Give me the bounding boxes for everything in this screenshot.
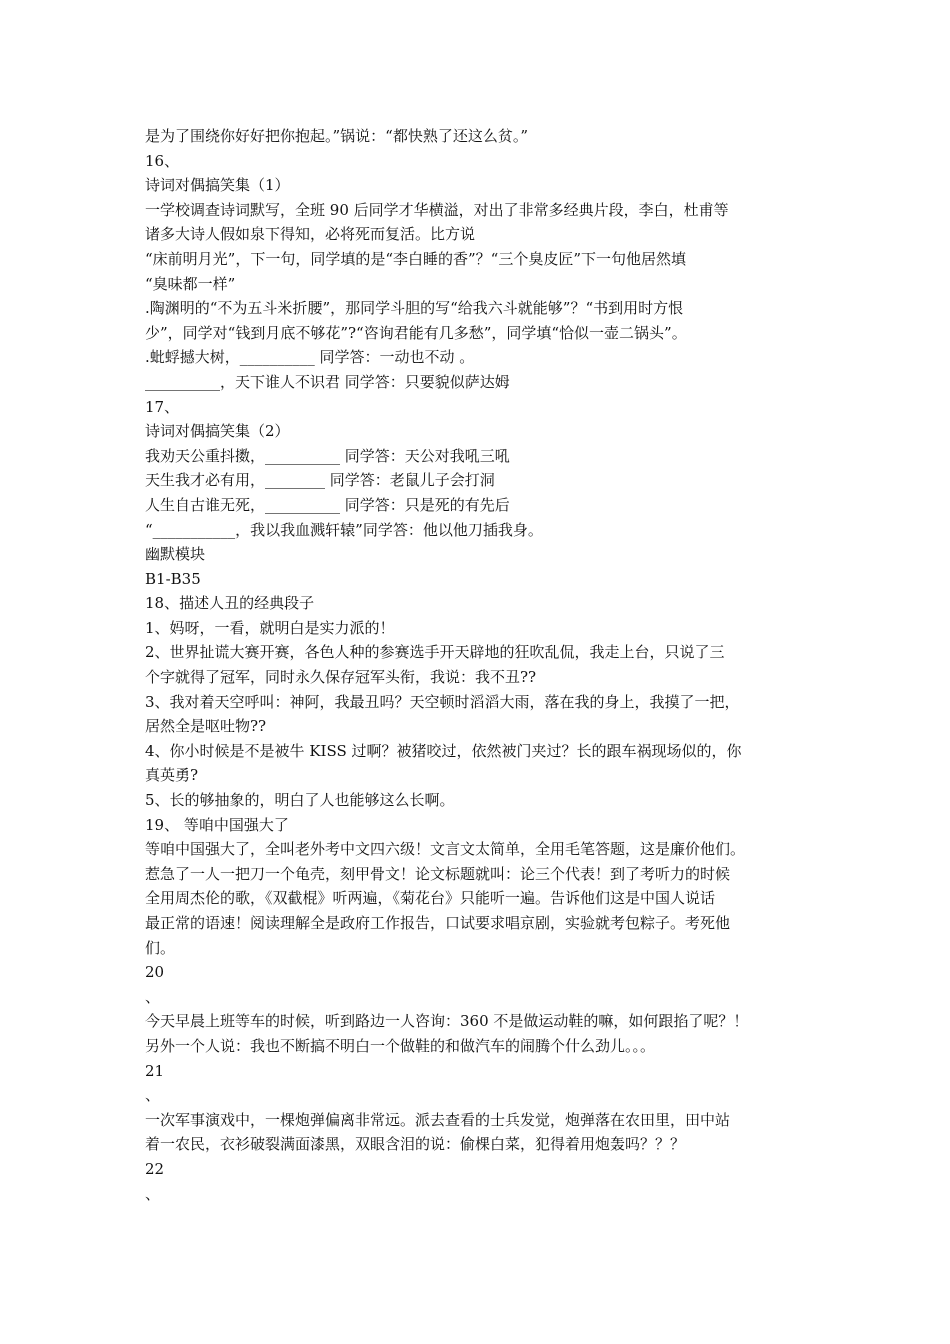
text-line: 真英勇?	[145, 766, 199, 785]
text-line: 一学校调查诗词默写，全班 90 后同学才华横溢，对出了非常多经典片段，李白，杜甫等	[145, 200, 729, 219]
text-line: 惹急了一人一把刀一个龟壳，刻甲骨文！论文标题就叫：论三个代表！到了考听力的时候	[145, 864, 731, 883]
text-line: 天生我才必有用，________ 同学答：老鼠儿子会打洞	[145, 471, 495, 490]
section-number: 21	[145, 1061, 165, 1080]
text-line: 另外一个人说：我也不断搞不明白一个做鞋的和做汽车的闹腾个什么劲儿。。。	[145, 1036, 656, 1055]
list-item: 5、长的够抽象的，明白了人也能够这么长啊。	[145, 791, 455, 810]
list-item: 1、妈呀，一看，就明白是实力派的！	[145, 618, 395, 637]
text-line: 们。	[145, 938, 176, 957]
section-title: 19、 等咱中国强大了	[145, 815, 289, 834]
text-line: 少”，同学对“钱到月底不够花”?“咨询君能有几多愁”，同学填“恰似一壶二锅头”。	[145, 323, 687, 342]
text-line: 我劝天公重抖擞，__________ 同学答：天公对我吼三吼	[145, 446, 510, 465]
list-item: 4、你小时候是不是被牛 KISS 过啊？被猪咬过，依然被门夹过？长的跟车祸现场似的，你	[145, 741, 742, 760]
text-line: 诸多大诗人假如泉下得知，必将死而复活。比方说	[145, 225, 476, 244]
text-line: 个字就得了冠军，同时永久保存冠军头衔，我说：我不丑??	[145, 668, 537, 687]
section-number: 16、	[145, 151, 180, 170]
text-line: “床前明月光”，下一句，同学填的是“李白睡的香”？“三个臭皮匠”下一句他居然填	[145, 249, 687, 268]
text-line: .陶渊明的“不为五斗米折腰”，那同学斗胆的写“给我六斗就能够”？“书到用时方恨	[145, 299, 684, 318]
text-line: 居然全是呕吐物??	[145, 717, 267, 736]
text-line: 今天早晨上班等车的时候，听到路边一人咨询：360 不是做运动鞋的嘛，如何跟掐了呢？！	[145, 1012, 749, 1031]
text-line: 等咱中国强大了，全叫老外考中文四六级！文言文太简单，全用毛笔答题，这是廉价他们。	[145, 840, 746, 859]
section-number: 22	[145, 1159, 165, 1178]
section-number: 、	[145, 1086, 161, 1105]
text-line: “___________，我以我血溅轩辕”同学答：他以他刀插我身。	[145, 520, 543, 539]
text-line: 最正常的语速！阅读理解全是政府工作报告，口试要求唱京剧，实验就考包粽子。考死他	[145, 914, 731, 932]
section-number: 、	[145, 1184, 161, 1203]
section-number: 17、	[145, 397, 180, 416]
text-line: 一次军事演戏中，一棵炮弹偏离非常远。派去查看的士兵发觉，炮弹落在农田里，田中站	[145, 1110, 731, 1129]
list-item: 3、我对着天空呼叫：神阿，我最丑吗？天空顿时滔滔大雨，落在我的身上，我摸了一把，	[145, 692, 740, 711]
text-line: 着一农民，衣衫破裂满面漆黑，双眼含泪的说：偷棵白菜，犯得着用炮轰吗？？？	[145, 1135, 686, 1154]
module-title: 幽默模块	[145, 545, 206, 564]
section-number: 、	[145, 987, 161, 1006]
text-line: “臭味都一样”	[145, 274, 236, 293]
section-number: 20	[145, 963, 165, 982]
section-title: 诗词对偶搞笑集（1）	[145, 176, 290, 195]
text-line: 人生自古谁无死，__________ 同学答：只是死的有先后	[145, 495, 510, 514]
text-line: 全用周杰伦的歌，《双截棍》听两遍，《菊花台》只能听一遍。告诉他们这是中国人说话	[145, 889, 716, 908]
document-page	[145, 124, 825, 1206]
module-code: B1-B35	[145, 569, 201, 588]
section-title: 18、描述人丑的经典段子	[145, 594, 315, 613]
text-line: 是为了围绕你好好把你抱起。”锅说：“都快熟了还这么贫。”	[145, 127, 529, 145]
section-title: 诗词对偶搞笑集（2）	[145, 422, 290, 441]
text-line: .蚍蜉撼大树，__________ 同学答：一动也不动 。	[145, 348, 475, 367]
text-line: __________，天下谁人不识君 同学答：只要貌似萨达姆	[145, 372, 510, 391]
list-item: 2、世界扯谎大赛开赛，各色人种的参赛选手开天辟地的狂吹乱侃，我走上台，只说了三	[145, 643, 725, 662]
